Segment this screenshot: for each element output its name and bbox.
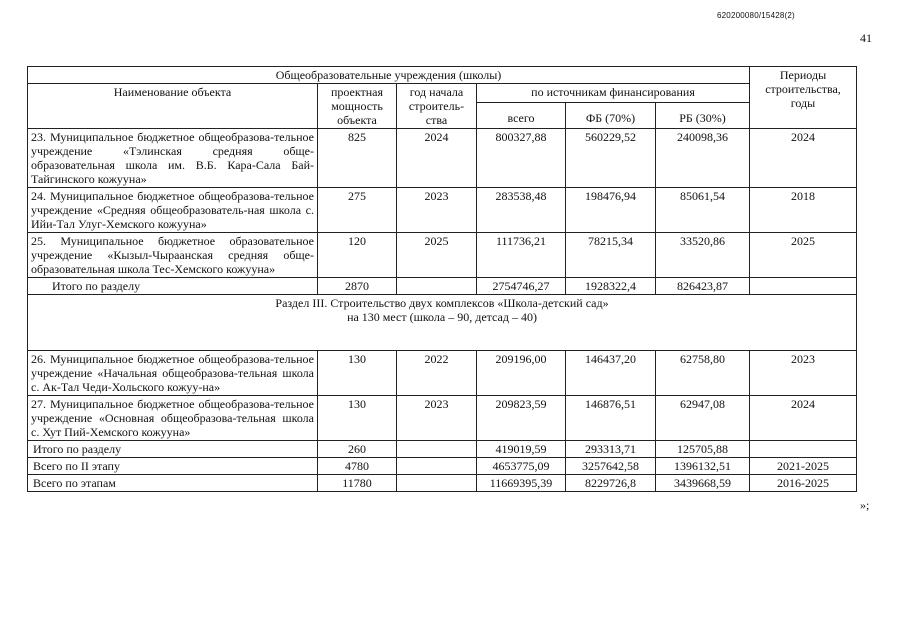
- total-value: 209823,59: [477, 396, 566, 441]
- total-value: 283538,48: [477, 188, 566, 233]
- subtotal-label: Итого по разделу: [28, 441, 318, 458]
- stage-total-fb: 3257642,58: [566, 458, 656, 475]
- grand-total-rb: 3439668,59: [656, 475, 750, 492]
- stage-total-total: 4653775,09: [477, 458, 566, 475]
- empty-cell: [397, 458, 477, 475]
- fb-value: 78215,34: [566, 233, 656, 278]
- object-name: 23. Муниципальное бюджетное общеобразова-тельное учреждение «Тэлинская средняя обще-образовательная школа им. В.Б. Кара-Сала Бай-Тайгинского кожууна»: [28, 129, 318, 188]
- object-name: 24. Муниципальное бюджетное общеобразова-тельное учреждение «Средняя общеобразователь-ная школа с. Ийи-Тал Улуг-Хемского кожууна»: [28, 188, 318, 233]
- object-name: 26. Муниципальное бюджетное общеобразова-тельное учреждение «Начальная общеобразова-тельная школа с. Ак-Тал Чеди-Хольского кожуу-на»: [28, 351, 318, 396]
- category-title: Общеобразовательные учреждения (школы): [28, 67, 750, 84]
- subtotal-capacity: 2870: [318, 278, 397, 295]
- grand-total-period: 2016-2025: [750, 475, 857, 492]
- col-header-financing: по источникам финансирования: [477, 84, 750, 103]
- empty-cell: [397, 441, 477, 458]
- financing-table: [27, 66, 857, 492]
- rb-value: 62758,80: [656, 351, 750, 396]
- grand-total-label: Всего по этапам: [28, 475, 318, 492]
- start-year-value: 2023: [397, 188, 477, 233]
- grand-total-capacity: 11780: [318, 475, 397, 492]
- empty-cell: [750, 441, 857, 458]
- grand-total-fb: 8229726,8: [566, 475, 656, 492]
- fb-value: 146876,51: [566, 396, 656, 441]
- subtotal-fb: 1928322,4: [566, 278, 656, 295]
- col-header-total: всего: [477, 102, 566, 128]
- subtotal-row: [28, 441, 857, 458]
- subtotal-total: 419019,59: [477, 441, 566, 458]
- start-year-value: 2023: [397, 396, 477, 441]
- table-row: [28, 396, 857, 441]
- subtotal-capacity: 260: [318, 441, 397, 458]
- start-year-value: 2025: [397, 233, 477, 278]
- page-number: 41: [860, 31, 872, 45]
- table-row: [28, 351, 857, 396]
- object-name: 25. Муниципальное бюджетное образовательное учреждение «Кызыл-Чыраанская средняя обще-образовательная школа Тес-Хемского кожууна»: [28, 233, 318, 278]
- rb-value: 33520,86: [656, 233, 750, 278]
- total-value: 800327,88: [477, 129, 566, 188]
- fb-value: 198476,94: [566, 188, 656, 233]
- fb-value: 560229,52: [566, 129, 656, 188]
- rb-value: 85061,54: [656, 188, 750, 233]
- column-header-row: [28, 84, 857, 103]
- period-value: 2018: [750, 188, 857, 233]
- object-name: 27. Муниципальное бюджетное общеобразова-тельное учреждение «Основная общеобразова-тельная школа с. Хут Пий-Хемского кожууна»: [28, 396, 318, 441]
- subtotal-rb: 125705,88: [656, 441, 750, 458]
- period-value: 2025: [750, 233, 857, 278]
- capacity-value: 275: [318, 188, 397, 233]
- period-value: 2024: [750, 129, 857, 188]
- empty-cell: [750, 278, 857, 295]
- section-heading-row: [28, 295, 857, 351]
- category-header-row: [28, 67, 857, 84]
- col-header-start-year: год начала строитель-ства: [397, 84, 477, 129]
- subtotal-row: [28, 278, 857, 295]
- subtotal-label: Итого по разделу: [28, 278, 318, 295]
- grand-total-row: [28, 475, 857, 492]
- table-row: [28, 129, 857, 188]
- stage-total-row: [28, 458, 857, 475]
- table-row: [28, 188, 857, 233]
- col-header-capacity: проектная мощность объекта: [318, 84, 397, 129]
- subtotal-rb: 826423,87: [656, 278, 750, 295]
- total-value: 111736,21: [477, 233, 566, 278]
- col-header-name: Наименование объекта: [28, 84, 318, 129]
- total-value: 209196,00: [477, 351, 566, 396]
- table-row: [28, 233, 857, 278]
- capacity-value: 130: [318, 351, 397, 396]
- stage-total-capacity: 4780: [318, 458, 397, 475]
- rb-value: 62947,08: [656, 396, 750, 441]
- document-id: 620200080/15428(2): [717, 11, 795, 20]
- capacity-value: 130: [318, 396, 397, 441]
- col-header-periods: Периоды строительства, годы: [750, 67, 857, 129]
- empty-cell: [397, 278, 477, 295]
- start-year-value: 2024: [397, 129, 477, 188]
- section-title-line-1: Раздел III. Строительство двух комплексов «Школа-детский сад»: [275, 296, 609, 310]
- stage-total-period: 2021-2025: [750, 458, 857, 475]
- subtotal-total: 2754746,27: [477, 278, 566, 295]
- col-header-fb: ФБ (70%): [566, 102, 656, 128]
- grand-total-total: 11669395,39: [477, 475, 566, 492]
- capacity-value: 825: [318, 129, 397, 188]
- col-header-rb: РБ (30%): [656, 102, 750, 128]
- rb-value: 240098,36: [656, 129, 750, 188]
- start-year-value: 2022: [397, 351, 477, 396]
- period-value: 2024: [750, 396, 857, 441]
- closing-quote-mark: »;: [860, 498, 870, 512]
- period-value: 2023: [750, 351, 857, 396]
- stage-total-rb: 1396132,51: [656, 458, 750, 475]
- section-title: [28, 295, 857, 351]
- fb-value: 146437,20: [566, 351, 656, 396]
- subtotal-fb: 293313,71: [566, 441, 656, 458]
- empty-cell: [397, 475, 477, 492]
- stage-total-label: Всего по II этапу: [28, 458, 318, 475]
- section-title-line-2: на 130 мест (школа – 90, детсад – 40): [347, 310, 537, 324]
- capacity-value: 120: [318, 233, 397, 278]
